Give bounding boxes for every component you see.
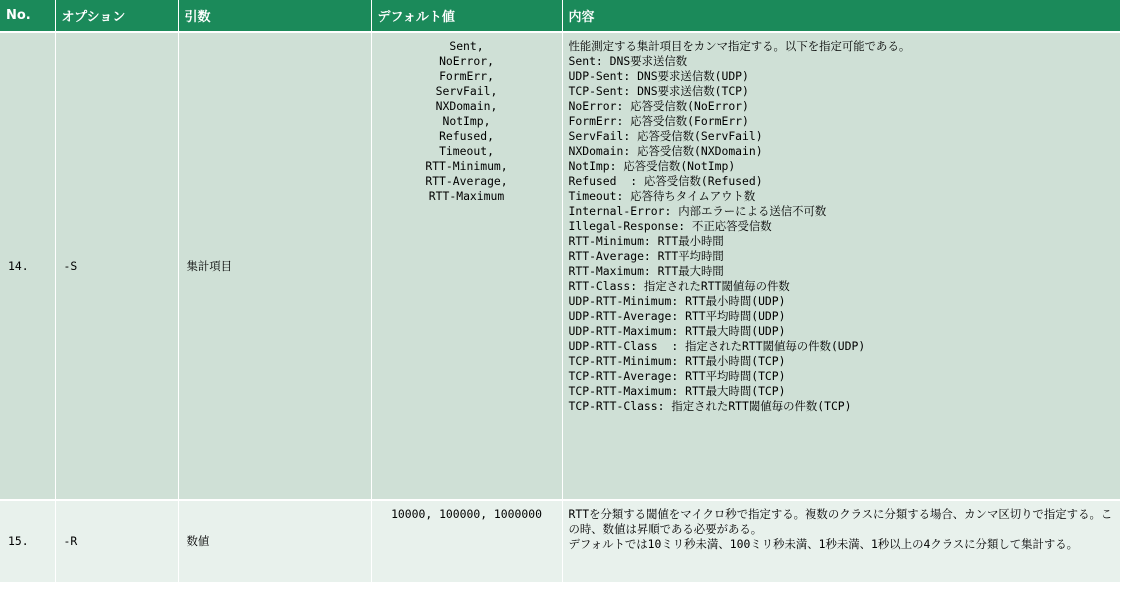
default-line: RTT-Maximum	[428, 189, 505, 203]
argument-name: 集計項目	[178, 32, 371, 500]
description-line: UDP-RTT-Class : 指定されたRTT閾値毎の件数(UDP)	[568, 339, 866, 353]
description-cell	[562, 32, 1120, 500]
description-line: Illegal-Response: 不正応答受信数	[568, 219, 772, 233]
header-description: 内容	[562, 0, 1120, 32]
option-flag: -R	[55, 500, 178, 583]
description-line: UDP-RTT-Minimum: RTT最小時間(UDP)	[568, 294, 786, 308]
description-line: RTT-Class: 指定されたRTT閾値毎の件数	[568, 279, 790, 293]
default-value-cell	[371, 500, 562, 583]
description-line: UDP-Sent: DNS要求送信数(UDP)	[568, 69, 749, 83]
default-line: ServFail,	[435, 84, 498, 98]
description-line: TCP-RTT-Class: 指定されたRTT閾値毎の件数(TCP)	[568, 399, 852, 413]
description-paragraph: RTTを分類する閾値をマイクロ秒で指定する。複数のクラスに分類する場合、カンマ区切りで指定する。この時、数値は昇順である必要がある。	[568, 507, 1113, 536]
description-cell	[562, 500, 1120, 583]
description-line: TCP-RTT-Maximum: RTT最大時間(TCP)	[568, 384, 786, 398]
default-line: NotImp,	[442, 114, 491, 128]
row-number: 14.	[0, 32, 55, 500]
description-line: ServFail: 応答受信数(ServFail)	[568, 129, 763, 143]
default-line: 10000, 100000, 1000000	[391, 507, 542, 521]
header-no: No.	[0, 0, 55, 32]
description-line: UDP-RTT-Average: RTT平均時間(UDP)	[568, 309, 786, 323]
header-option: オプション	[55, 0, 178, 32]
default-line: Timeout,	[439, 144, 494, 158]
description-line: NoError: 応答受信数(NoError)	[568, 99, 749, 113]
description-line: Refused : 応答受信数(Refused)	[568, 174, 763, 188]
default-line: NoError,	[439, 54, 494, 68]
description-line: RTT-Average: RTT平均時間	[568, 249, 724, 263]
default-value-cell	[371, 32, 562, 500]
description-line: TCP-RTT-Average: RTT平均時間(TCP)	[568, 369, 786, 383]
option-flag: -S	[55, 32, 178, 500]
default-line: RTT-Minimum,	[425, 159, 508, 173]
default-line: RTT-Average,	[425, 174, 508, 188]
table-row	[0, 500, 1120, 583]
description-line: NotImp: 応答受信数(NotImp)	[568, 159, 736, 173]
row-number: 15.	[0, 500, 55, 583]
description-line: UDP-RTT-Maximum: RTT最大時間(UDP)	[568, 324, 786, 338]
description-paragraph: デフォルトでは10ミリ秒未満、100ミリ秒未満、1秒未満、1秒以上の4クラスに分類して集計する。	[568, 537, 1079, 551]
default-line: Sent,	[449, 39, 484, 53]
description-line: TCP-RTT-Minimum: RTT最小時間(TCP)	[568, 354, 786, 368]
default-line: Refused,	[439, 129, 494, 143]
description-line: RTT-Maximum: RTT最大時間	[568, 264, 724, 278]
description-line: 性能測定する集計項目をカンマ指定する。以下を指定可能である。	[568, 39, 911, 53]
header-argument: 引数	[178, 0, 371, 32]
table-row	[0, 32, 1120, 500]
description-line: NXDomain: 応答受信数(NXDomain)	[568, 144, 763, 158]
description-line: RTT-Minimum: RTT最小時間	[568, 234, 724, 248]
description-line: FormErr: 応答受信数(FormErr)	[568, 114, 749, 128]
description-line: Sent: DNS要求送信数	[568, 54, 688, 68]
default-line: FormErr,	[439, 69, 494, 83]
argument-name: 数値	[178, 500, 371, 583]
header-row	[0, 0, 1120, 32]
default-line: NXDomain,	[435, 99, 498, 113]
description-line: Internal-Error: 内部エラーによる送信不可数	[568, 204, 827, 218]
header-default: デフォルト値	[371, 0, 562, 32]
description-line: Timeout: 応答待ちタイムアウト数	[568, 189, 756, 203]
description-line: TCP-Sent: DNS要求送信数(TCP)	[568, 84, 749, 98]
